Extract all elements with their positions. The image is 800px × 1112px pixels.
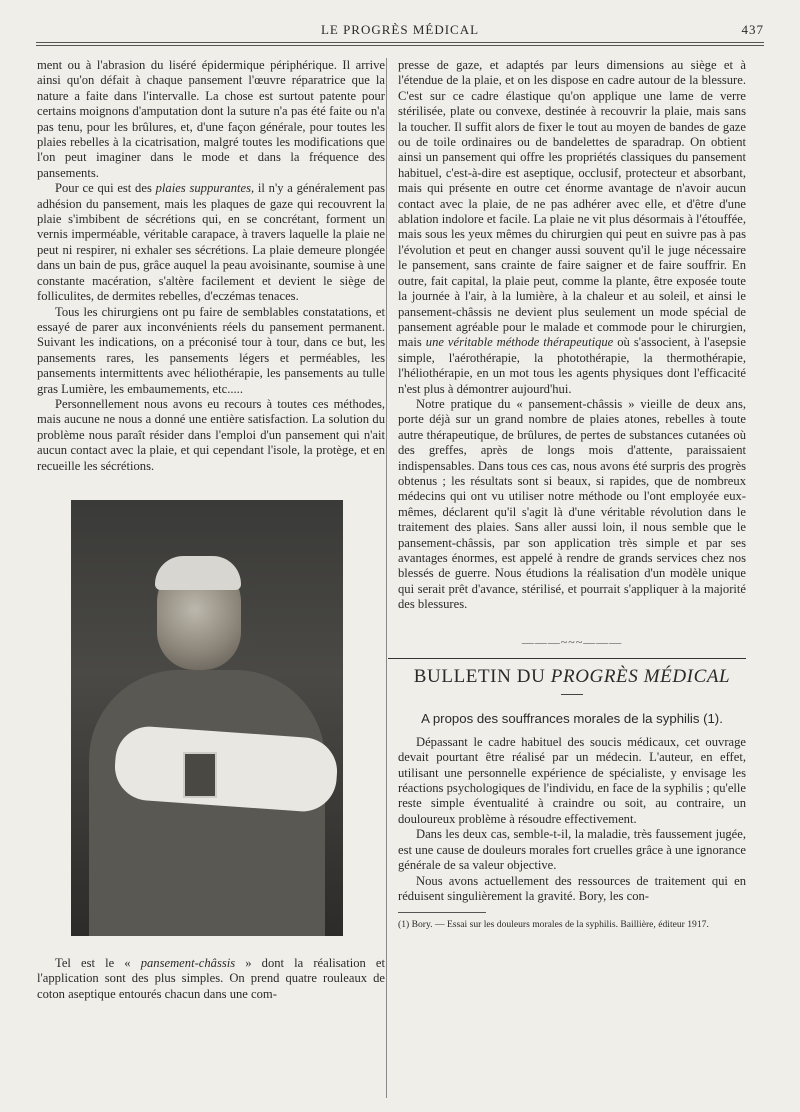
- text: » dont la réalisation et l'application sont des plus simples. On prend quatre rouleaux de coton aseptique entourés chacun dans une com-: [37, 955, 385, 1001]
- paragraph: Personnellement nous avons eu recours à toutes ces méthodes, mais aucune ne nous a donné une entière satisfaction. La solution du problème nous paraît résider dans l'emploi d'un pansement qui n'ait aucun contact avec la plaie, et qui cependant l'isole, la protège, et en recueille les sécrétions.: [37, 396, 385, 473]
- right-column: [398, 58, 746, 931]
- photo-cap: [155, 556, 241, 590]
- section-rule: [388, 658, 746, 659]
- footnote-rule: [398, 912, 486, 913]
- text: Tel est le «: [55, 955, 141, 970]
- photograph-soldier-with-dressing: [71, 500, 343, 936]
- photo-bandaged-arm: [113, 724, 340, 813]
- text: Pour ce qui est des: [55, 181, 156, 196]
- text: BULLETIN DU: [413, 666, 551, 688]
- paragraph: Dépassant le cadre habituel des soucis médicaux, cet ouvrage devait pourtant être réalisé par un médecin. L'auteur, en effet, utilisant une personnelle expérience de spécialiste, y envisage les réactions psychologiques de l'individu, en face de la syphilis ; qu'elle reste simple éventualité à craindre ou soit, au contraire, un douloureux problème à résoudre effectivement.: [398, 734, 746, 826]
- text: presse de gaze, et adaptés par leurs dimensions au siège et à l'étendue de la plaie, et on les dispose en cadre autour de la blessure. C'est sur ce cadre élastique qu'on applique une lame de verre stérilisée, plate ou convexe, destinée à recouvrir la plaie, mais sans la toucher. Il suffit alors de fixer le tout au moyen de bandes de gaze ou de toile ordinaires ou de bandelettes de sparadrap. On obtient ainsi un pansement qui offre les propriétés classiques du pansement habituel, c'est-à-dire est aseptique, occlusif, protecteur et absorbant, mais qui présente en outre cet énorme avantage de n'avoir aucun contact avec la plaie, de ne pas adhérer avec elle, et d'être d'une ablation indolore et facile. La plaie ne vit plus désormais à l'étouffée, mais sous les yeux mêmes du chirurgien qui peut en suivre pas à pas l'évolution et peut en changer aussi souvent qu'il le juge nécessaire le pansement, sans crainte de faire saigner et de faire souffrir. En outre, fait capital, la plaie peut, comme la plante, être exposée toute la journée à l'air, à la lumière, à la chaleur et au soleil, et ainsi le pansement-châssis ne devient plus seulement un mode spécial de pansement agréable pour le malade et commode pour le chirurgien, mais: [398, 58, 746, 350]
- emphasis: une véritable méthode thérapeutique: [425, 335, 614, 350]
- paragraph: Tous les chirurgiens ont pu faire de semblables constatations, et essayé de parer aux inconvénients réels du pansement permanent. Suivant les indications, on a préconisé tour à tour, dans ce but, les pansements rares, les pansements légers et perméables, les pansements intermittents avec héliothérapie, les pansements au tulle gras Lumière, les embaumements, etc.....: [37, 304, 385, 396]
- photo-glass-window: [183, 752, 217, 798]
- journal-title: LE PROGRÈS MÉDICAL: [320, 22, 480, 37]
- header-rule: [36, 42, 764, 46]
- title-dash: [561, 694, 583, 695]
- text: PROGRÈS MÉDICAL: [550, 666, 731, 688]
- text: il n'y a généralement pas adhésion du pansement, mais les plaques de gaze qui recouvrent la plaie s'imbibent de sécrétions qui, en se concrétant, forment un vernis imperméable, véritable carapace, à travers laquelle la plaie ne peut ni respirer, ni exhaler ses sécrétions. La plaie demeure plongée dans un bain de pus, grâce auquel la peau avoisinante, soumise à une constante macération, s'altère facilement et devient le siège de folliculites, de dermites rebelles, d'eczémas tenaces.: [37, 181, 385, 304]
- emphasis: pansement-châssis: [140, 955, 236, 970]
- section-heading: A propos des souffrances morales de la syphilis (1).: [421, 711, 723, 727]
- paragraph: [398, 58, 746, 397]
- emphasis: plaies suppurantes,: [155, 181, 255, 196]
- page-number: 437: [741, 22, 764, 37]
- left-column: [37, 58, 385, 1002]
- paragraph: ment ou à l'abrasion du liséré épidermique périphérique. Il arrive ainsi qu'on défait à chaque pansement l'œuvre réparatrice que la nature a faite dans l'intervalle. La chose est surtout patente pour certains moignons d'amputation dont la suture n'a pas été faite ou n'a pas tenu, pour les brûlures, et, d'une façon générale, pour toutes les plaies rebelles à la cicatrisation, malgré toutes les modifications que l'on peut imaginer dans le mode et dans la fréquence des pansements.: [37, 58, 385, 180]
- text: où s'associent, à l'asepsie simple, l'aérothérapie, la photothérapie, la thermothérapie, l'héliothérapie, en un mot tous les agents physiques dont l'efficacité n'est plus à démontrer aujourd'hui.: [398, 335, 746, 396]
- bulletin-title: [398, 666, 746, 688]
- column-divider: [386, 58, 387, 1098]
- paragraph: Notre pratique du « pansement-châssis » vieille de deux ans, porte déjà sur un grand nombre de plaies atones, rebelles à toute autre thérapeutique, de brûlures, de pertes de substances cutanées où des greffes, après de longs mois d'attente, paraissaient indispensables. Dans tous ces cas, nous avons été surpris des progrès obtenus ; les résultats sont si beaux, si rapides, que de nombreux médecins qui ont vu utiliser notre méthode ou l'ont employée eux-mêmes, déclarent qu'il s'agit là d'une véritable révolution dans le traitement des plaies. Sans aller aussi loin, il nous semble que le pansement-châssis, par son application très simple et par ses avantages énormes, est appelé à rendre de grands services chez nos blessés de guerre. Nous étudions la réalisation d'un modèle unique qui serait prêt d'avance, stérilisé, et pourrait s'appliquer à la majorité des blessures.: [398, 396, 746, 612]
- footnote: (1) Bory. — Essai sur les douleurs morales de la syphilis. Baillière, éditeur 1917.: [398, 919, 709, 931]
- paragraph: [37, 181, 385, 304]
- paragraph: Nous avons actuellement des ressources de traitement qui en réduisent singulièrement la gravité. Bory, les con-: [398, 873, 746, 903]
- figure-caption: [37, 956, 385, 1002]
- ornament-separator: ———~~~———: [521, 634, 623, 649]
- paragraph: Dans les deux cas, semble-t-il, la maladie, très faussement jugée, est une cause de douleurs morales fort cruelles grâce à une ignorance générale de sa valeur objective.: [398, 827, 746, 873]
